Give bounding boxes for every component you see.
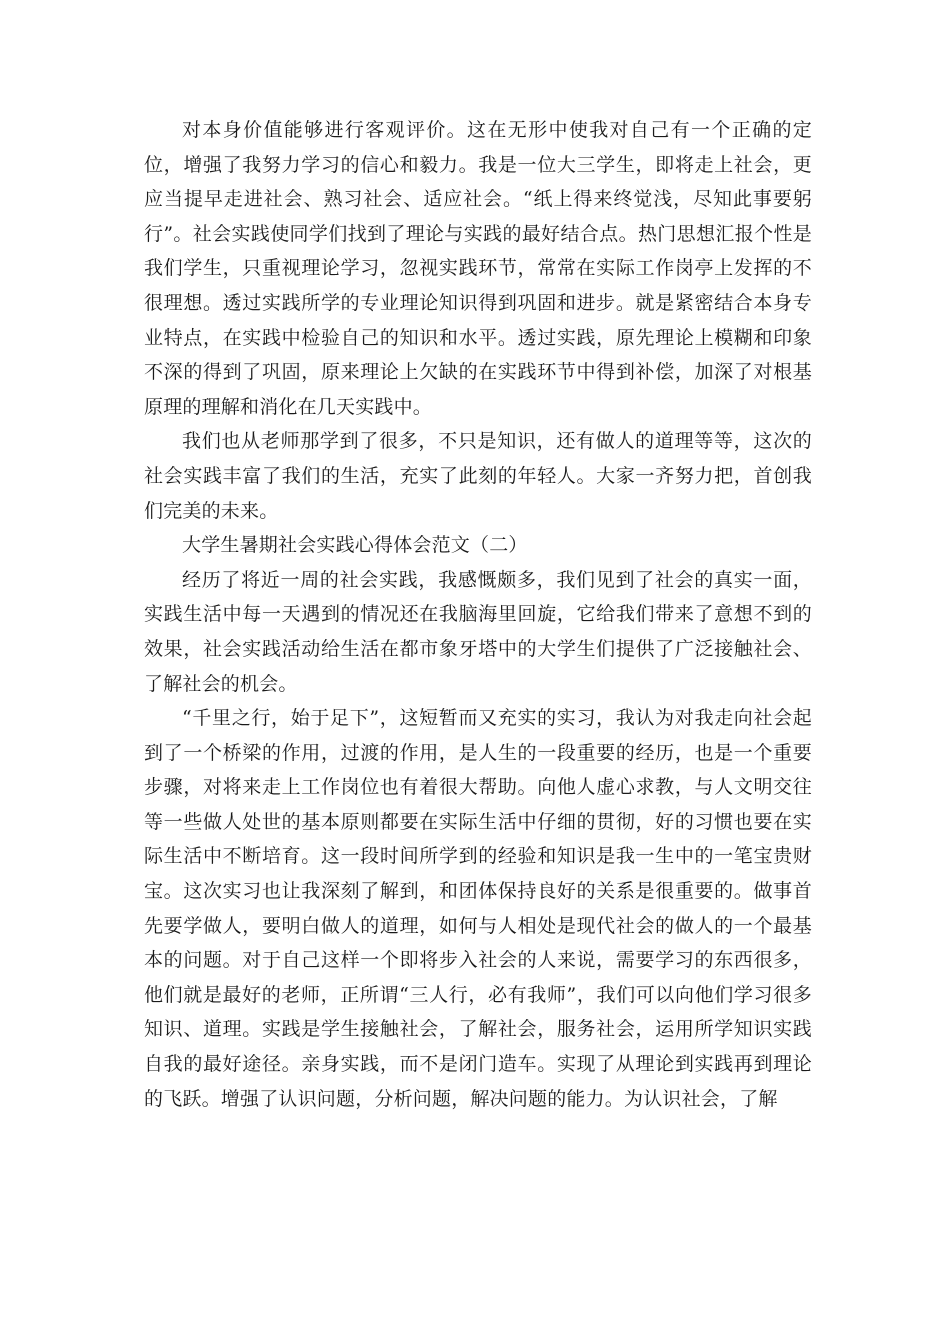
paragraph-2: 我们也从老师那学到了很多，不只是知识，还有做人的道理等等，这次的社会实践丰富了我们的生活，充实了此刻的年轻人。大家一齐努力把，首创我们完美的未来。	[144, 430, 812, 522]
paragraph-3: 经历了将近一周的社会实践，我感慨颇多，我们见到了社会的真实一面，实践生活中每一天遇到的情况还在我脑海里回旋，它给我们带来了意想不到的效果，社会实践活动给生活在都市象牙塔中的大学生们提供了广泛接触社会、了解社会的机会。	[144, 568, 812, 695]
paragraph-1: 对本身价值能够进行客观评价。这在无形中使我对自己有一个正确的定位，增强了我努力学习的信心和毅力。我是一位大三学生，即将走上社会，更应当提早走进社会、熟习社会、适应社会。“纸上得来终觉浅，尽知此事要躬行”。社会实践使同学们找到了理论与实践的最好结合点。热门思想汇报个性是我们学生，只重视理论学习，忽视实践环节，常常在实际工作岗亭上发挥的不很理想。透过实践所学的专业理论知识得到巩固和进步。就是紧密结合本身专业特点，在实践中检验自己的知识和水平。透过实践，原先理论上模糊和印象不深的得到了巩固，原来理论上欠缺的在实践环节中得到补偿，加深了对根基原理的理解和消化在几天实践中。	[144, 119, 812, 418]
document-body	[144, 113, 812, 1116]
paragraph-4: “千里之行，始于足下”，这短暂而又充实的实习，我认为对我走向社会起到了一个桥梁的作用，过渡的作用，是人生的一段重要的经历，也是一个重要步骤，对将来走上工作岗位也有着很大帮助。向他人虚心求教，与人文明交往等一些做人处世的基本原则都要在实际生活中仔细的贯彻，好的习惯也要在实际生活中不断培育。这一段时间所学到的经验和知识是我一生中的一笔宝贵财宝。这次实习也让我深刻了解到，和团体保持良好的关系是很重要的。做事首先要学做人，要明白做人的道理，如何与人相处是现代社会的做人的一个最基本的问题。对于自己这样一个即将步入社会的人来说，需要学习的东西很多，他们就是最好的老师，正所谓“三人行，必有我师”，我们可以向他们学习很多知识、道理。实践是学生接触社会，了解社会，服务社会，运用所学知识实践自我的最好途径。亲身实践，而不是闭门造车。实现了从理论到实践再到理论的飞跃。增强了认识问题，分析问题，解决问题的能力。为认识社会，了解	[144, 707, 812, 1110]
section-title: 大学生暑期社会实践心得体会范文（二）	[182, 534, 528, 557]
